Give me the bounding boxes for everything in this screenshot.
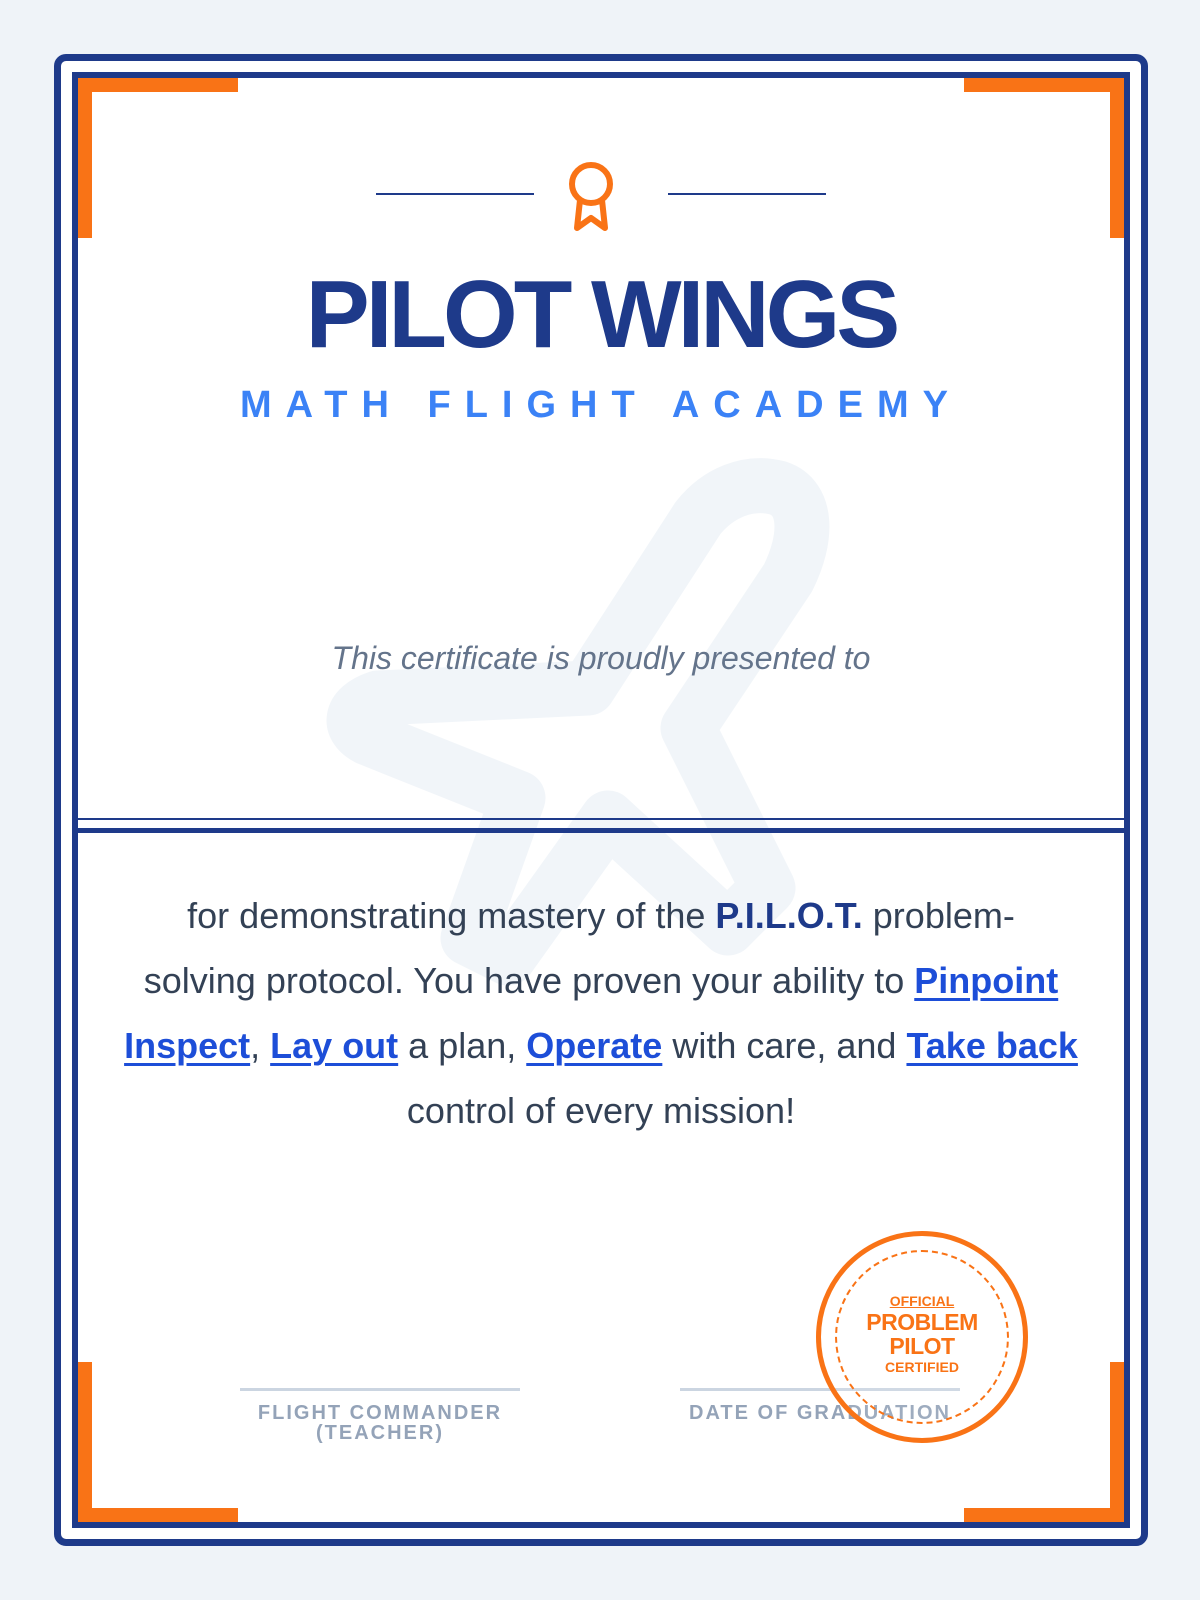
lay-out-link[interactable]: Lay out xyxy=(270,1025,399,1066)
body-line-1 xyxy=(72,883,1130,948)
body-text-segment: a plan, xyxy=(398,1025,527,1066)
certificate-title: PILOT WINGS xyxy=(305,261,897,368)
header-divider-right xyxy=(668,193,826,195)
signature-label-sub: (TEACHER) xyxy=(316,1422,444,1444)
stamp-line-1: PROBLEM xyxy=(866,1309,978,1335)
body-line-2 xyxy=(72,948,1130,1013)
body-text-segment: , xyxy=(250,1025,271,1066)
signature-label: FLIGHT COMMANDER xyxy=(257,1402,503,1424)
date-label: DATE OF GRADUATION xyxy=(689,1402,951,1424)
corner-accent-top-right xyxy=(964,78,1124,238)
pilot-acronym: P.I.L.O.T. xyxy=(715,895,863,936)
stamp-top-text: OFFICIAL xyxy=(889,1293,955,1309)
body-text-segment: problem- xyxy=(862,895,1015,936)
body-line-3 xyxy=(72,1013,1130,1078)
stamp-bottom-text: CERTIFIED xyxy=(885,1359,959,1375)
body-text-segment: solving protocol. You have proven your ability to xyxy=(143,960,915,1001)
body-line-4: control of every mission! xyxy=(406,1090,796,1131)
certificate-subtitle: MATH FLIGHT ACADEMY xyxy=(240,384,962,426)
header-divider-left xyxy=(376,193,534,195)
award-ribbon-icon xyxy=(566,160,616,234)
corner-accent-top-left xyxy=(78,78,238,238)
recipient-name-line xyxy=(78,818,1124,824)
body-text-segment: for demonstrating mastery of the xyxy=(187,895,716,936)
stamp-text xyxy=(821,1292,1023,1376)
recipient-name-line-thick xyxy=(78,828,1124,833)
inspect-link[interactable]: Inspect xyxy=(124,1025,251,1066)
certificate-body xyxy=(72,883,1130,1143)
presented-to-text: This certificate is proudly presented to xyxy=(331,640,871,676)
official-stamp xyxy=(816,1231,1028,1443)
take-back-link[interactable]: Take back xyxy=(906,1025,1078,1066)
certificate-inner-frame xyxy=(72,72,1130,1528)
stamp-line-2: PILOT xyxy=(889,1333,955,1359)
corner-accent-bottom-left xyxy=(78,1362,238,1522)
operate-link[interactable]: Operate xyxy=(526,1025,663,1066)
body-text-segment: with care, and xyxy=(662,1025,907,1066)
signature-flight-commander xyxy=(240,1388,520,1443)
pinpoint-link[interactable]: Pinpoint xyxy=(914,960,1059,1001)
